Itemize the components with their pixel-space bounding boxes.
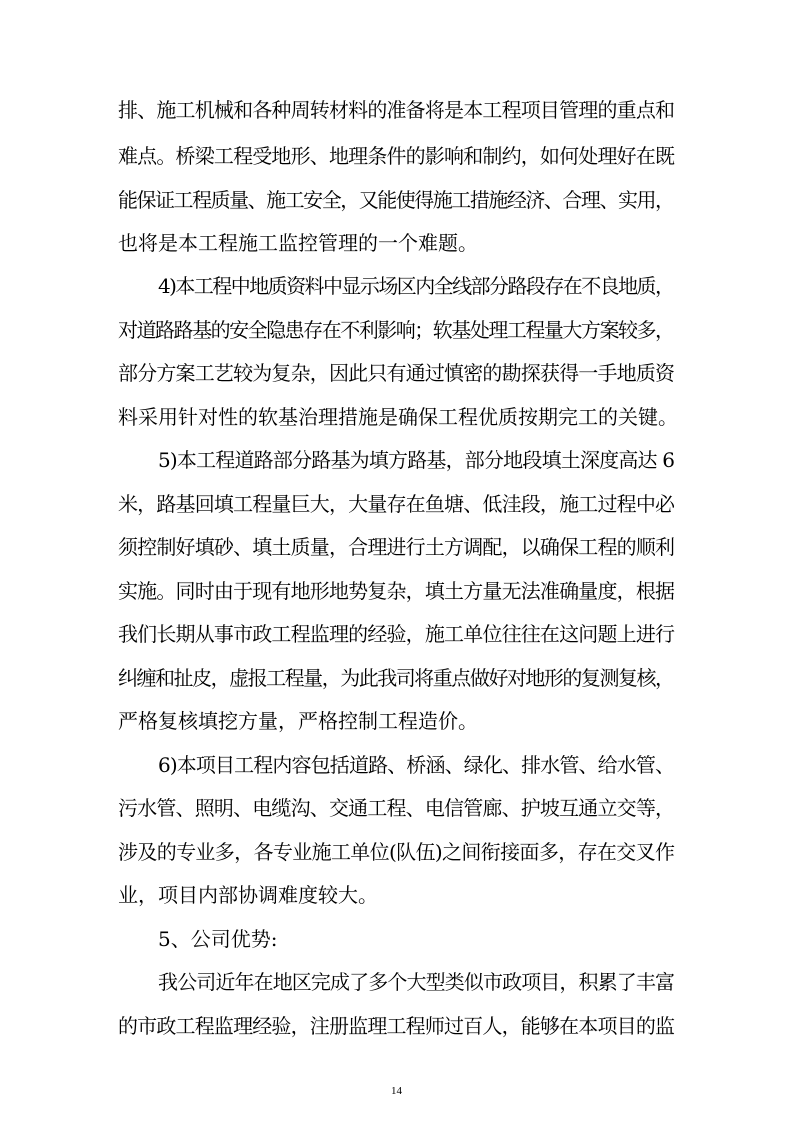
text-line: 能保证工程质量、施工安全，又能使得施工措施经济、合理、实用， [118,188,674,212]
text-line: 我公司近年在地区完成了多个大型类似市政项目，积累了丰富 [158,970,675,994]
text-line: 也将是本工程施工监控管理的一个难题。 [118,231,478,255]
text-line: 业，项目内部协调难度较大。 [118,883,378,907]
text-line: 6)本项目工程内容包括道路、桥涵、绿化、排水管、给水管、 [158,753,675,777]
text-line: 的市政工程监理经验，注册监理工程师过百人，能够在本项目的监 [118,1014,675,1038]
text-line: 4)本工程中地质资料中显示场区内全线部分路段存在不良地质， [158,274,674,298]
text-line: 5)本工程道路部分路基为填方路基，部分地段填土深度高达 6 [158,448,675,472]
text-line: 我们长期从事市政工程监理的经验，施工单位往往在这问题上进行 [118,622,675,646]
text-line: 难点。桥梁工程受地形、地理条件的影响和制约，如何处理好在既 [118,144,675,168]
text-line: 须控制好填砂、填土质量，合理进行土方调配，以确保工程的顺利 [118,535,675,559]
text-line: 纠缠和扯皮，虚报工程量，为此我司将重点做好对地形的复测复核， [118,666,674,690]
text-line: 米，路基回填工程量巨大，大量存在鱼塘、低洼段，施工过程中必 [118,492,675,516]
text-line: 对道路路基的安全隐患存在不利影响；软基处理工程量大方案较多， [118,318,674,342]
page-number: 14 [391,1085,402,1097]
text-line: 污水管、照明、电缆沟、交通工程、电信管廊、护坡互通立交等， [118,796,675,820]
text-line: 部分方案工艺较为复杂，因此只有通过慎密的勘探获得一手地质资 [118,361,675,385]
text-line: 排、施工机械和各种周转材料的准备将是本工程项目管理的重点和 [118,98,675,122]
text-line: 严格复核填挖方量，严格控制工程造价。 [118,709,478,733]
section-heading: 5、公司优势: [158,927,278,951]
text-line: 实施。同时由于现有地形地势复杂，填土方量无法准确量度，根据 [118,579,675,603]
text-line: 涉及的专业多，各专业施工单位(队伍)之间衔接面多，存在交叉作 [118,840,675,864]
text-line: 料采用针对性的软基治理措施是确保工程优质按期完工的关键。 [118,405,678,429]
